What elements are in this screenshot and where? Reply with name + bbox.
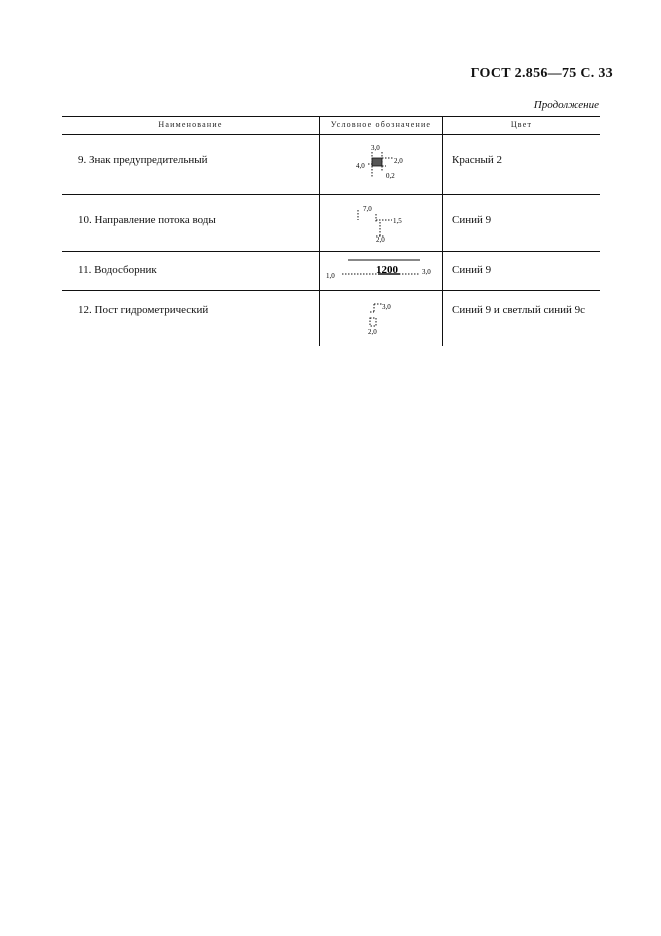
warning-sign-symbol [320,142,442,186]
continuation-label: Продолжение [533,99,599,111]
hydrometric-post-symbol [320,296,442,342]
column-header-name: Наименование [158,120,223,129]
row-name: 9. Знак предупредительный [78,154,208,166]
dim-label: 4,0 [356,162,365,170]
dim-label: 2,0 [376,236,385,244]
dim-label: 2,0 [394,157,403,165]
dim-label: 7,0 [363,205,372,213]
dim-label: 2,0 [368,328,377,336]
row-color: Синий 9 и светлый синий 9с [452,304,586,316]
dim-label: 0,2 [386,172,395,180]
water-flow-direction-symbol [320,200,442,248]
row-rule [62,194,600,195]
header-bottom-rule [62,134,600,135]
row-rule [62,290,600,291]
row-name: 10. Направление потока воды [78,214,216,226]
dim-label: 1200 [376,264,398,276]
dim-label: 1,5 [393,217,402,225]
row-name: 11. Водосборник [78,264,157,276]
row-name: 12. Пост гидрометрический [78,304,209,316]
table-top-rule [62,116,600,117]
row-color: Синий 9 [452,264,492,276]
dim-label: 3,0 [382,303,391,311]
dim-label: 3,0 [422,268,431,276]
column-header-color: Цвет [510,120,533,129]
column-header-symbol: Условное обозначение [330,120,432,129]
dim-label: 1,0 [326,272,335,280]
page-header: ГОСТ 2.856—75 С. 33 [470,66,613,81]
column-divider [442,116,443,346]
water-collector-symbol [320,254,442,286]
row-rule [62,251,600,252]
row-color: Синий 9 [452,214,492,226]
row-color: Красный 2 [452,154,503,166]
dim-label: 3,0 [371,144,380,152]
